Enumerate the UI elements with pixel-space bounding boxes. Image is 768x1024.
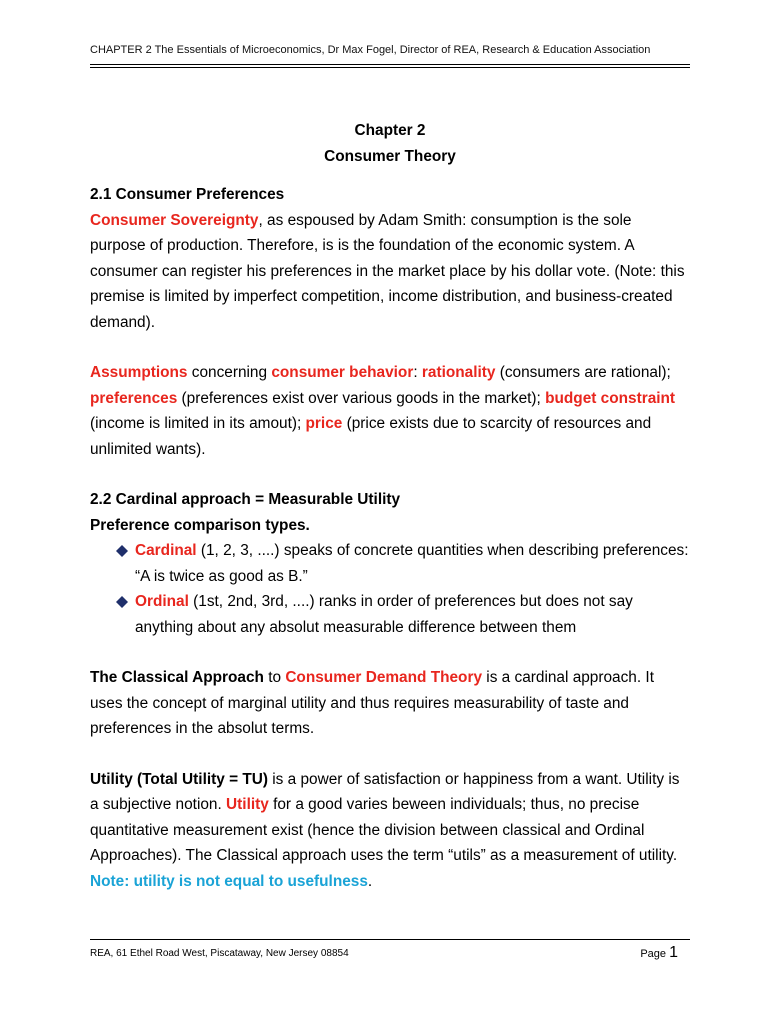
text-span: (consumers are rational);: [495, 364, 671, 381]
term-consumer-demand-theory: Consumer Demand Theory: [285, 669, 483, 686]
text-span: (price exists due to scarcity of resources and unlimited wants).: [90, 415, 652, 458]
text-span: (preferences exist over various goods in the market);: [177, 389, 546, 407]
list-item-text: (1st, 2nd, 3rd, ....) ranks in order of preferences but does not say anything about any absolut measurable difference between them: [135, 593, 633, 636]
chapter-title: Consumer Theory: [324, 147, 456, 165]
paragraph-text: , as espoused by Adam Smith: consumption is the sole purpose of production. Therefore, is is the foundation of the economic system. A consumer can register his preferences in the market place by his dollar vote. (Note: this premise is limited by imperfect competition, income distribution, and business-created demand).: [90, 211, 685, 331]
preference-types-subheading: Preference comparison types.: [90, 516, 310, 534]
term-consumer-behavior: consumer behavior: [271, 364, 414, 381]
text-span: is a power of satisfaction or happiness from a want. Utility is a subjective notion.: [90, 770, 680, 813]
text-span: .: [367, 872, 373, 890]
header-rule: [90, 64, 690, 65]
term-utility: Utility: [226, 796, 269, 813]
page-body: [90, 118, 690, 894]
diamond-bullet-icon: [116, 545, 128, 557]
term-total-utility: Utility (Total Utility = TU): [90, 770, 268, 788]
preference-types-list: [90, 538, 690, 640]
text-span: is a cardinal approach. It uses the concept of marginal utility and thus requires measurability of taste and preferences in the absolut terms.: [90, 669, 654, 737]
page-number: [640, 944, 678, 962]
diamond-bullet-icon: [116, 596, 128, 608]
classical-approach-paragraph: [90, 665, 690, 742]
list-item-text: (1, 2, 3, ....) speaks of concrete quantities when describing preferences: “A is twice as good as B.”: [135, 542, 689, 585]
list-item-cardinal: [90, 538, 690, 589]
utility-paragraph: [90, 767, 690, 895]
utility-note: Note: utility is not equal to usefulness: [90, 872, 368, 890]
term-cardinal: Cardinal: [135, 542, 197, 559]
term-consumer-sovereignty: Consumer Sovereignty: [90, 211, 259, 229]
list-item-ordinal: [90, 589, 690, 640]
term-classical-approach: The Classical Approach: [90, 669, 264, 686]
header-rule-double: [90, 67, 690, 68]
term-budget-constraint: budget constraint: [545, 389, 676, 407]
footer-address: REA, 61 Ethel Road West, Piscataway, New Jersey 08854: [90, 948, 349, 959]
chapter-number: Chapter 2: [354, 122, 426, 139]
text-span: to: [263, 669, 286, 686]
term-price: price: [305, 415, 343, 432]
text-span: concerning: [187, 364, 272, 381]
text-span: (income is limited in its amout);: [90, 415, 306, 432]
page-label: Page: [640, 948, 670, 960]
assumptions-paragraph: [90, 360, 690, 462]
text-span: for a good varies beween individuals; thus, no precise quantitative measurement exist (hence the division between classical and Ordinal Approaches). The Classical approach uses the term “utils” as a measurement of utility.: [90, 796, 678, 864]
section-2-1-heading: 2.1 Consumer Preferences: [90, 186, 285, 203]
running-header: CHAPTER 2 The Essentials of Microeconomics, Dr Max Fogel, Director of REA, Research & Education Association: [90, 44, 651, 56]
section-2-2-heading: 2.2 Cardinal approach = Measurable Utility: [90, 491, 401, 508]
text-span: :: [413, 364, 422, 381]
term-assumptions: Assumptions: [90, 364, 188, 381]
page-number-value: 1: [669, 944, 678, 961]
consumer-sovereignty-paragraph: [90, 208, 690, 336]
term-ordinal: Ordinal: [135, 593, 189, 610]
term-rationality: rationality: [421, 364, 496, 381]
term-preferences: preferences: [90, 389, 178, 407]
footer-rule: [90, 939, 690, 940]
